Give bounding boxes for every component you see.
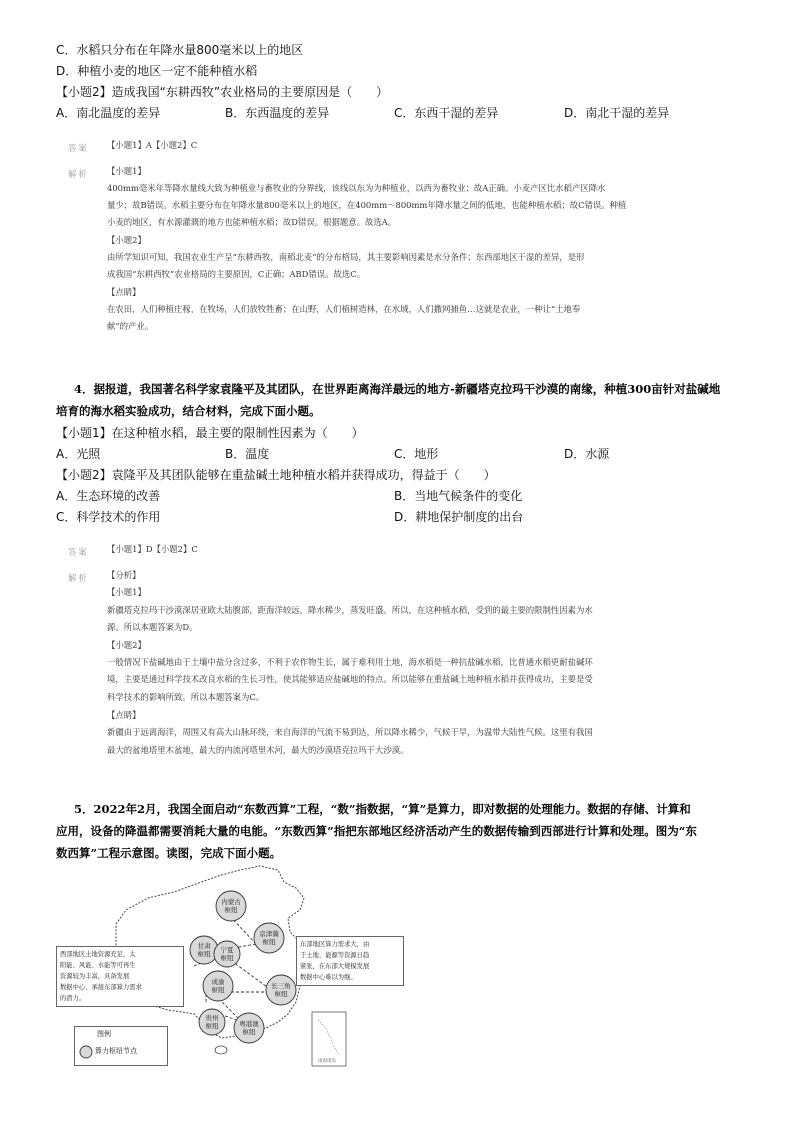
- node-label: 枢纽: [211, 986, 225, 994]
- callout-line: 东部地区算力需求大，由: [300, 941, 370, 948]
- analysis-line: 科学技术的影响所致。所以本题答案为C。: [107, 692, 265, 702]
- analysis-tag: 解析: [68, 169, 89, 179]
- q4-stem-line: 4．据报道，我国著名科学家袁隆平及其团队，在世界距离海洋最远的地方-新疆塔克拉玛干沙漠的南缘，种植300亩针对盐碱地: [74, 382, 721, 396]
- node-label: 枢纽: [274, 990, 288, 998]
- node-label: 甘肃: [197, 942, 211, 950]
- callout-line: 阳能、风能、水能等可再生: [60, 962, 136, 969]
- q4-sub1-option-b: B．温度: [225, 447, 270, 461]
- node-label: 枢纽: [220, 954, 234, 962]
- node-label: 京津冀: [259, 930, 279, 938]
- analysis-line: 【小题2】: [107, 235, 146, 245]
- callout-line: 数据中心难以为继。: [300, 974, 357, 981]
- map-legend: [74, 1026, 168, 1066]
- analysis-line: 量少；故B错误。水稻主要分布在年降水量800毫米以上的地区，在400mm～800mm年降水量之间的低地，也能种植水稻；故C错误。种植: [107, 200, 627, 210]
- node-label: 枢纽: [197, 950, 211, 958]
- analysis-tag: 解析: [68, 573, 89, 583]
- analysis-line: 【点睛】: [107, 710, 141, 720]
- callout-line: 紧张，在东部大规模发展: [300, 963, 370, 970]
- analysis-line: 由所学知识可知，我国农业生产呈“东耕西牧，南稻北麦”的分布格局，其主要影响因素是水分条件；东西部地区干湿的差异，是形: [107, 252, 585, 262]
- analysis-line: 小麦的地区，有水源灌溉的地方也能种植水稻；故D错误。根据题意。故选A。: [107, 217, 397, 227]
- answer-tag: 答案: [68, 143, 89, 153]
- node-label: 枢纽: [262, 938, 276, 946]
- analysis-line: 新疆塔克拉玛干沙漠深居亚欧大陆腹部，距海洋较远，降水稀少，蒸发旺盛。所以，在这种植水稻，受到的最主要的限制性因素为水: [107, 605, 593, 615]
- analysis-line: 【小题2】: [107, 640, 146, 650]
- legend-title: 图例: [97, 1030, 111, 1038]
- analysis-line: 【点睛】: [107, 287, 141, 297]
- node-label: 枢纽: [224, 906, 238, 914]
- analysis-line: 境，主要是通过科学技术改良水稻的生长习性，使其能够适应盐碱地的特点。所以能够在重盐碱土地种植水稻并获得成功，主要是受: [107, 674, 593, 684]
- analysis-line: 【小题1】: [107, 587, 146, 597]
- callout-line: 的潜力。: [60, 995, 86, 1002]
- analysis-line: 在农田，人们种植庄稼，在牧场，人们放牧牲畜；在山野，人们植树造林，在水域，人们撒网捕鱼…这就是农业，一种让“土地奉: [107, 304, 581, 314]
- q4-sub1-option-a: A．光照: [56, 447, 101, 461]
- inset-label: 南海诸岛: [318, 1059, 336, 1064]
- q3-sub2-option-c: C．东西干湿的差异: [394, 106, 499, 120]
- analysis-line: 成我国“东耕西牧”农业格局的主要原因，C正确；ABD错误。故选C。: [107, 269, 366, 279]
- q3-option-c: C．水稻只分布在年降水量800毫米以上的地区: [56, 43, 304, 57]
- analysis-line: 献”的产业。: [107, 321, 154, 331]
- answer-tag: 答案: [68, 547, 89, 557]
- q4-subquestion-2: 【小题2】袁隆平及其团队能够在重盐碱土地种植水稻并获得成功，得益于（ ）: [56, 468, 496, 482]
- q4-sub2-option-c: C．科学技术的作用: [56, 510, 161, 524]
- analysis-line: 新疆由于远离海洋，周围又有高大山脉环绕，来自海洋的气流不易到达，所以降水稀少，气候干旱，为温带大陆性气候。这里有我国: [107, 727, 593, 737]
- q4-subquestion-1: 【小题1】在这种植水稻，最主要的限制性因素为（ ）: [56, 426, 364, 440]
- q4-sub1-option-d: D．水源: [564, 447, 610, 461]
- node-label: 成渝: [211, 978, 225, 986]
- q4-sub2-option-a: A．生态环境的改善: [56, 489, 161, 503]
- q3-sub2-option-d: D．南北干湿的差异: [564, 106, 670, 120]
- callout-line: 西部地区土地资源充足，太: [60, 951, 136, 958]
- node-label: 宁夏: [220, 946, 234, 954]
- q4-answer: 【小题1】D【小题2】C: [107, 544, 198, 554]
- callout-line: 数据中心、承接东部算力需求: [60, 984, 142, 991]
- q4-sub2-option-d: D．耕地保护制度的出台: [394, 510, 524, 524]
- analysis-line: 最大的盆地塔里木盆地，最大的内流河塔里木河，最大的沙漠塔克拉玛干大沙漠。: [107, 745, 409, 755]
- analysis-line: 【小题1】: [107, 166, 146, 176]
- q3-sub2-option-a: A．南北温度的差异: [56, 106, 161, 120]
- q4-sub1-option-c: C．地形: [394, 447, 439, 461]
- q5-stem-line: 应用，设备的降温都需要消耗大量的电能。“东数西算”指把东部地区经济活动产生的数据传输到西部进行计算和处理。图为“东: [56, 824, 697, 838]
- analysis-line: 【分析】: [107, 570, 141, 580]
- q3-subquestion-2: 【小题2】造成我国“东耕西牧”农业格局的主要原因是（ ）: [56, 85, 389, 99]
- analysis-line: 一般情况下盐碱地由于土壤中盐分含过多，不利于农作物生长，属于难利用土地，海水稻是一种抗盐碱水稻，比普通水稻更耐盐碱环: [107, 657, 593, 667]
- callout-line: 于土地、能源等资源日趋: [300, 952, 370, 959]
- node-label: 贵州: [205, 1014, 219, 1022]
- legend-item-label: 算力枢纽节点: [95, 1047, 137, 1055]
- callout-line: 资源较为丰富，具备发展: [60, 973, 130, 980]
- analysis-line: 400mm毫米年等降水量线大致为种植业与畜牧业的分界线，该线以东为为种植业，以西为畜牧业；故A正确。小麦产区比水稻产区降水: [107, 183, 606, 193]
- q4-stem-line: 培育的海水稻实验成功，结合材料，完成下面小题。: [56, 404, 321, 418]
- legend-node-icon: [79, 1045, 93, 1059]
- east-callout: [296, 936, 404, 986]
- analysis-line: 源。所以本题答案为D。: [107, 622, 198, 632]
- q3-option-d: D．种植小麦的地区一定不能种植水稻: [56, 64, 258, 78]
- q3-sub2-option-b: B．东西温度的差异: [225, 106, 330, 120]
- node-label: 枢纽: [205, 1022, 219, 1030]
- q4-sub2-option-b: B．当地气候条件的变化: [394, 489, 523, 503]
- q5-stem-line: 数西算”工程示意图。读图，完成下面小题。: [56, 846, 282, 860]
- q5-stem-line: 5．2022年2月，我国全面启动“东数西算”工程，“数”指数据，“算”是算力，即对数据的处理能力。数据的存储、计算和: [74, 802, 691, 816]
- node-label: 粤港澳: [239, 1020, 259, 1028]
- node-label: 枢纽: [242, 1028, 256, 1036]
- q3-answer: 【小题1】A【小题2】C: [107, 140, 198, 150]
- west-callout: [56, 946, 184, 1007]
- node-label: 内蒙古: [221, 898, 241, 906]
- node-label: 长三角: [271, 982, 291, 990]
